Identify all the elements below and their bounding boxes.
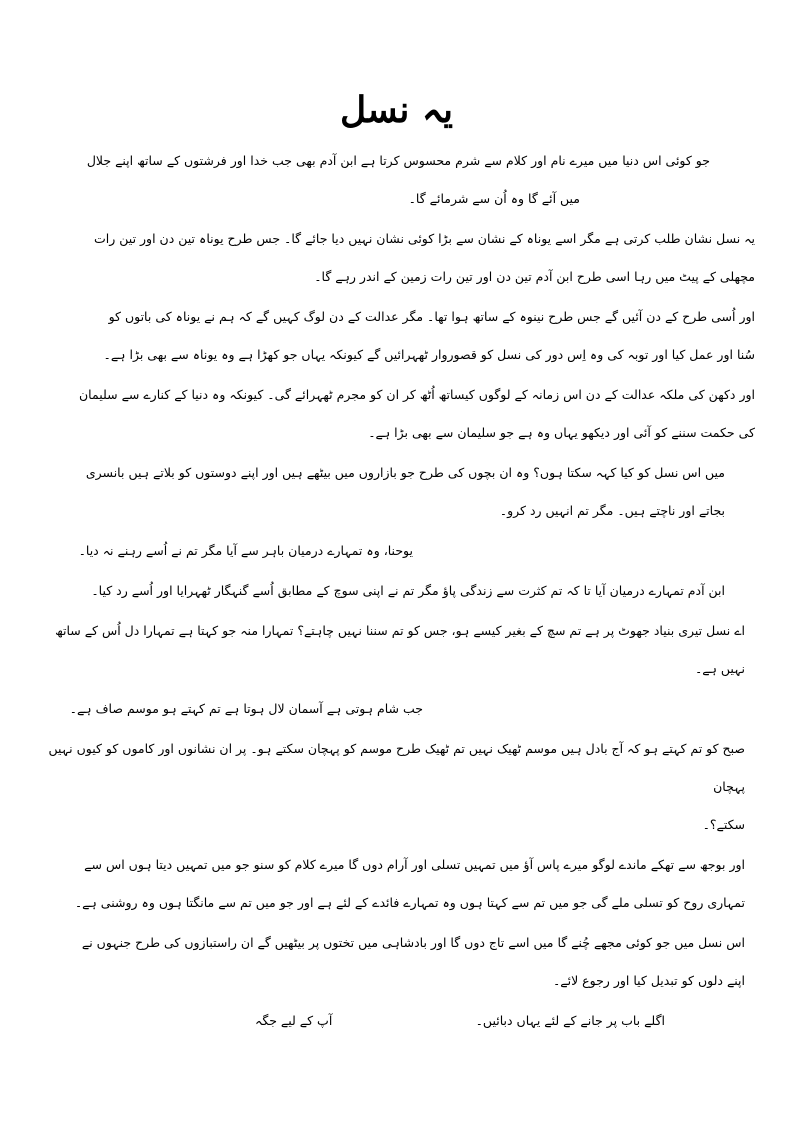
paragraph-line: کی حکمت سننے کو آئی اور دیکھو یہاں وہ ہے جو سلیمان سے بھی بڑا ہے۔: [368, 425, 755, 440]
paragraph-line: میں آئے گا وہ اُن سے شرمائے گا۔: [408, 191, 580, 206]
footer-row: [255, 1006, 665, 1036]
paragraph-12: [38, 924, 755, 1000]
paragraph-line: مچھلی کے پیٹ میں رہا اسی طرح ابن آدم تین دن اور تین رات زمین کے اندر رہے گا۔: [314, 269, 755, 284]
paragraph-line: سُنا اور عمل کیا اور توبہ کی وہ اِس دور کی نسل کو قصوروار ٹھہرائیں گے کیونکہ یہاں جو کھڑا ہے وہ یوناہ سے بھی بڑا ہے۔: [103, 347, 755, 362]
paragraph-line: جب شام ہوتی ہے آسمان لال ہوتا ہے تم کہتے ہو موسم صاف ہے۔: [69, 701, 423, 716]
paragraph-9: [38, 690, 755, 728]
paragraph-8: [38, 612, 755, 688]
paragraph-line: صبح کو تم کہتے ہو کہ آج بادل ہیں موسم ٹھیک نہیں تم ٹھیک طرح موسم کو پہچان سکتے ہو۔ پر ان نشانوں اور کاموں کو کیوں نہیں پہچان: [48, 741, 745, 794]
paragraph-line: اپنے دلوں کو تبدیل کیا اور رجوع لائے۔: [552, 973, 745, 988]
paragraph-4: [38, 376, 755, 452]
space-for-you-label: آپ کے لیے جگہ: [255, 1013, 333, 1028]
paragraph-line: میں اس نسل کو کیا کہہ سکتا ہوں؟ وہ ان بچوں کی طرح جو بازاروں میں بیٹھے ہیں اور اپنے دوستوں کو بلاتے ہیں بانسری: [85, 465, 725, 480]
paragraph-5: [38, 454, 755, 530]
paragraph-2: [38, 220, 755, 296]
paragraph-3: [38, 298, 755, 374]
paragraph-11: [38, 846, 755, 922]
paragraph-1: [38, 142, 755, 218]
paragraph-line: یوحنا، وہ تمہارے درمیان باہر سے آیا مگر تم نے اُسے رہنے نہ دیا۔: [78, 543, 413, 558]
paragraph-10: [38, 730, 755, 844]
paragraph-line: تمہاری روح کو تسلی ملے گی جو میں تم سے کہتا ہوں وہ تمہارے فائدے کے لئے ہے اور جو میں تم سے مانگتا ہوں وہ روشنی ہے۔: [74, 895, 745, 910]
paragraph-line: اور اُسی طرح کے دن آئیں گے جس طرح نینوہ کے ساتھ ہوا تھا۔ مگر عدالت کے دن لوگ کہیں گے کہ ہم نے یوناہ کی باتوں کو: [108, 309, 755, 324]
paragraph-line: یہ نسل نشان طلب کرتی ہے مگر اسے یوناہ کے نشان سے بڑا کوئی نشان نہیں دیا جائے گا۔ جس طرح یوناہ تین دن اور تین رات: [94, 231, 755, 246]
paragraph-7: [38, 572, 755, 610]
paragraph-line: اے نسل تیری بنیاد جھوٹ پر ہے تم سچ کے بغیر کیسے ہو، جس کو تم سننا نہیں چاہتے؟ تمہارا منہ جو کہتا ہے تمہارا دل اُس کے ساتھ: [55, 623, 745, 638]
next-chapter-link[interactable]: اگلے باب پر جانے کے لئے یہاں دبائیں۔: [475, 1013, 665, 1028]
paragraph-line: اور بوجھ سے تھکے ماندے لوگو میرے پاس آؤ میں تمہیں تسلی اور آرام دوں گا میرے کلام کو سنو جو میں تمہیں دیتا ہوں اس سے: [84, 857, 745, 872]
paragraph-line: ابن آدم تمہارے درمیان آیا تا کہ تم کثرت سے زندگی پاؤ مگر تم نے اپنی سوچ کے مطابق اُسے گنہگار ٹھہرایا اور اُسے رد کیا۔: [91, 583, 725, 598]
paragraph-line: سکتے؟۔: [702, 817, 745, 832]
paragraph-line: بجاتے اور ناچتے ہیں۔ مگر تم انہیں رد کرو۔: [499, 503, 725, 518]
paragraph-line: اس نسل میں جو کوئی مجھے چُنے گا میں اسے تاج دوں گا اور بادشاہی میں تختوں پر بیٹھیں گے ان راستبازوں کی طرح جنہوں نے: [81, 935, 745, 950]
paragraph-line: اور دکھن کی ملکہ عدالت کے دن اس زمانہ کے لوگوں کیساتھ اُٹھ کر ان کو مجرم ٹھہرائے گی۔ کیونکہ وہ دنیا کے کنارے سے سلیمان: [79, 387, 755, 402]
page-title: یہ نسل: [339, 89, 454, 131]
paragraph-line: نہیں ہے۔: [694, 661, 745, 676]
paragraph-6: [38, 532, 755, 570]
paragraph-line: جو کوئی اس دنیا میں میرے نام اور کلام سے شرم محسوس کرتا ہے ابن آدم بھی جب خدا اور فرشتوں کے ساتھ اپنے جلال: [86, 153, 710, 168]
